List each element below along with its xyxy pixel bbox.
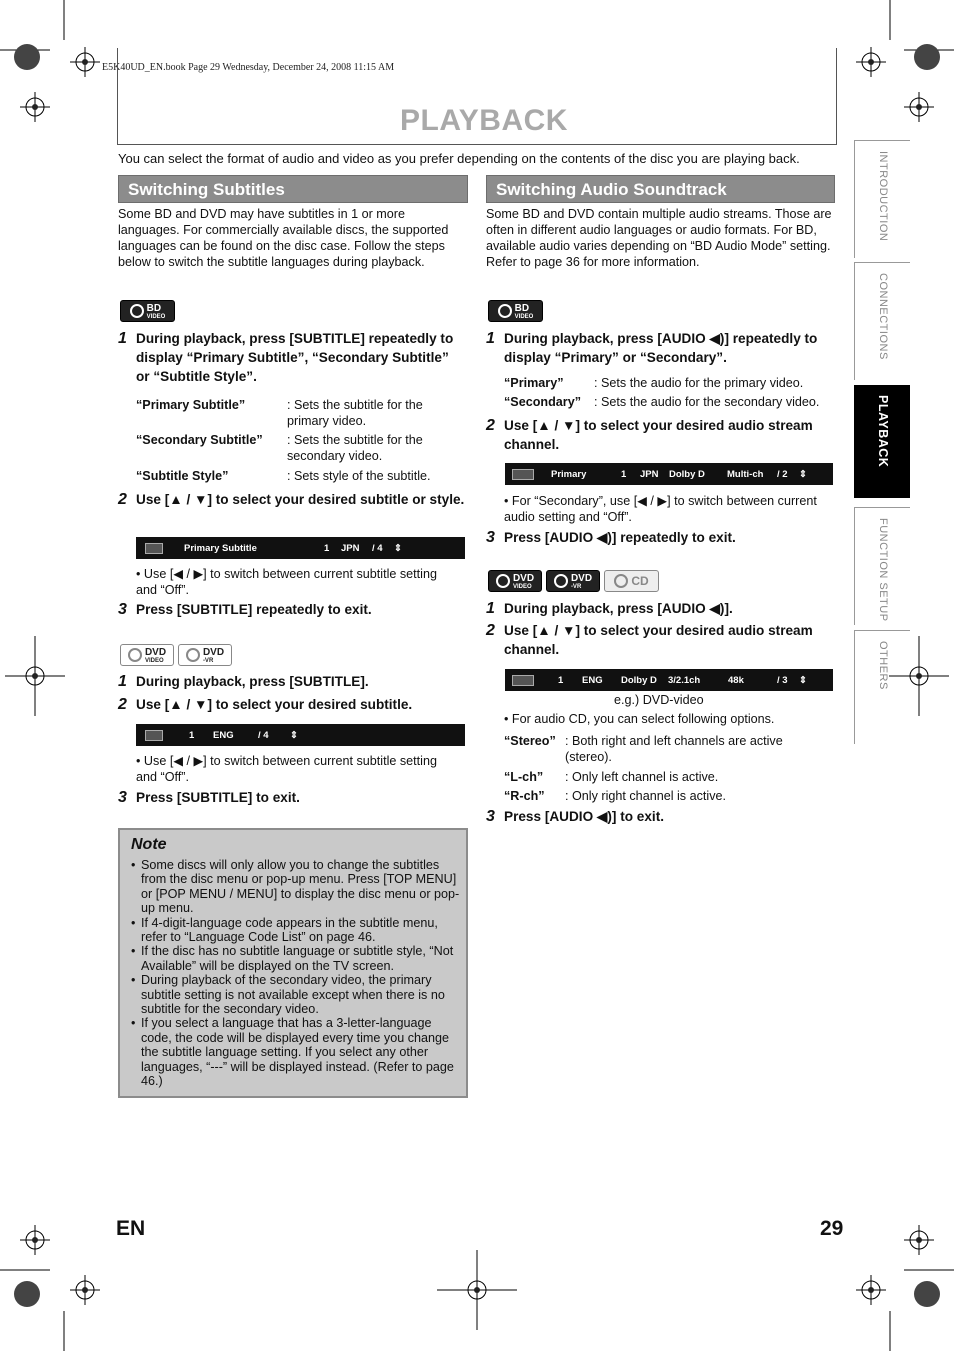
up-down-arrows-icon: ⇕ — [799, 674, 807, 686]
step-text: Press [SUBTITLE] to exit. — [136, 790, 300, 805]
tab-function-setup[interactable] — [854, 507, 910, 625]
bullet-dot: • — [504, 712, 512, 726]
disc-label: DVD — [202, 646, 225, 658]
disc-sublabel: VIDEO — [514, 313, 534, 320]
subtitle-icon — [145, 543, 163, 554]
osd-number: 1 — [621, 468, 627, 480]
note-list — [131, 858, 461, 1089]
step-2 — [118, 695, 466, 714]
def-desc: : Sets style of the subtitle. — [287, 469, 431, 483]
tab-label: INTRODUCTION — [877, 151, 889, 242]
subtitle-icon — [145, 730, 163, 741]
intro-text: You can select the format of audio and video as you prefer depending on the contents of the disc you are playing back. — [118, 151, 800, 166]
osd-format: Dolby D — [621, 674, 657, 686]
bd-video-icon — [488, 300, 543, 322]
tab-label: PLAYBACK — [876, 395, 890, 468]
osd-number: 1 — [189, 729, 195, 741]
bullet-item — [136, 753, 456, 785]
osd-label: Primary — [551, 468, 587, 480]
step-1 — [118, 329, 466, 386]
osd-total: / 4 — [372, 542, 383, 554]
step-number: 3 — [118, 601, 127, 618]
step-2 — [486, 416, 836, 454]
step-text: Use [▲ / ▼] to select your desired subtitle. — [136, 697, 413, 712]
up-down-arrows-icon: ⇕ — [290, 729, 298, 741]
step-number: 3 — [118, 789, 127, 806]
osd-number: 1 — [324, 542, 330, 554]
osd-rate: 48k — [728, 674, 744, 686]
osd-channels: 3/2.1ch — [668, 674, 701, 686]
page-title: PLAYBACK — [400, 104, 568, 137]
disc-icon — [496, 574, 510, 588]
bullet-item — [136, 566, 456, 598]
step-number: 2 — [486, 622, 495, 639]
tab-label: FUNCTION SETUP — [877, 518, 889, 622]
disc-icon — [186, 648, 200, 662]
osd-language: ENG — [213, 729, 234, 741]
note-item: • During playback of the secondary video, the primary subtitle setting is not available except when there is no subtitle for the secondary video. — [131, 973, 461, 1016]
def-desc: : Sets the audio for the secondary video. — [594, 395, 820, 409]
tab-others[interactable] — [854, 630, 910, 744]
step-number: 3 — [486, 529, 495, 546]
def-desc: : Sets the subtitle for the primary video. — [287, 398, 423, 428]
osd-language: JPN — [341, 542, 360, 554]
def-desc: : Only right channel is active. — [565, 789, 726, 803]
disc-icon — [554, 574, 568, 588]
page-number: 29 — [820, 1217, 844, 1240]
note-item: • If 4-digit-language code appears in the subtitle menu, refer to “Language Code List” on page 46. — [131, 916, 461, 945]
cd-icon — [604, 570, 659, 592]
tab-connections[interactable] — [854, 262, 910, 380]
disc-sublabel: VIDEO — [512, 583, 532, 590]
disc-label: BD — [514, 302, 530, 314]
disc-sublabel: VIDEO — [144, 657, 164, 664]
subtitle-osd-bar — [136, 724, 465, 746]
dvd-vr-icon — [546, 570, 600, 592]
step-number: 2 — [118, 696, 127, 713]
step-2 — [118, 490, 466, 509]
bullet-item — [504, 493, 824, 525]
audio-intro: Some BD and DVD contain multiple audio streams. Those are often in different audio languages or audio formats. For BD, available audio varies depending on “BD Audio Mode” setting. Refer to page 36 for more information. — [486, 207, 832, 269]
def-term: “Secondary” — [504, 395, 581, 409]
audio-osd-bar — [505, 669, 833, 691]
def-term: “Subtitle Style” — [136, 469, 229, 483]
step-2 — [486, 621, 836, 659]
step-3 — [118, 788, 466, 807]
step-1 — [118, 672, 466, 691]
def-desc: : Only left channel is active. — [565, 770, 719, 784]
subtitles-intro: Some BD and DVD may have subtitles in 1 or more languages. For commercially available discs, the supported languages can be found on the disc case. Follow the steps below to switch the subtitle languages during playback. — [118, 207, 449, 269]
step-3 — [486, 807, 836, 826]
step-text: Use [▲ / ▼] to select your desired audio stream channel. — [504, 623, 813, 657]
bullet-text: Use [◀ / ▶] to switch between current subtitle setting and “Off”. — [136, 754, 437, 784]
dvd-video-icon — [488, 570, 542, 592]
disc-icon — [128, 648, 142, 662]
def-term: “Secondary Subtitle” — [136, 433, 263, 447]
step-number: 1 — [118, 330, 127, 347]
up-down-arrows-icon: ⇕ — [799, 468, 807, 480]
osd-label: Primary Subtitle — [184, 542, 257, 554]
bullet-dot: • — [136, 567, 144, 581]
step-text: Press [AUDIO ◀)] repeatedly to exit. — [504, 530, 736, 545]
audio-osd-bar — [505, 463, 833, 485]
def-term: “Primary” — [504, 376, 564, 390]
up-down-arrows-icon: ⇕ — [394, 542, 402, 554]
subtitle-osd-bar — [136, 537, 465, 559]
note-item: • Some discs will only allow you to change the subtitles from the disc menu or pop-up menu. Press [TOP MENU] or [POP MENU / MENU] to display the disc menu or pop-up menu. — [131, 858, 461, 916]
disc-label: CD — [631, 574, 649, 588]
def-desc: : Both right and left channels are active (stereo). — [565, 734, 783, 764]
section-heading-subtitles: Switching Subtitles — [118, 175, 468, 203]
audio-icon — [512, 469, 534, 480]
step-text: During playback, press [SUBTITLE] repeatedly to display “Primary Subtitle”, “Secondary Subtitle” or “Subtitle Style”. — [136, 331, 454, 384]
dvd-video-icon — [120, 644, 174, 666]
osd-number: 1 — [558, 674, 564, 686]
tab-label: CONNECTIONS — [877, 273, 889, 360]
language-marker: EN — [116, 1217, 146, 1240]
note-heading: Note — [131, 836, 167, 853]
step-number: 2 — [118, 491, 127, 508]
def-term: “R-ch” — [504, 789, 545, 803]
bd-video-icon — [120, 300, 175, 322]
osd-language: ENG — [582, 674, 603, 686]
bullet-dot: • — [136, 754, 144, 768]
def-term: “L-ch” — [504, 770, 544, 784]
disc-label: DVD — [570, 572, 593, 584]
step-text: During playback, press [AUDIO ◀)] repeatedly to display “Primary” or “Secondary”. — [504, 331, 818, 365]
osd-channels: Multi-ch — [727, 468, 764, 480]
def-term: “Stereo” — [504, 734, 556, 748]
disc-sublabel: -VR — [202, 657, 214, 664]
step-text: During playback, press [SUBTITLE]. — [136, 674, 369, 689]
step-number: 3 — [486, 808, 495, 825]
file-info-line: E5K40UD_EN.book Page 29 Wednesday, December 24, 2008 11:15 AM — [102, 62, 395, 73]
tab-introduction[interactable] — [854, 140, 910, 258]
step-3 — [118, 600, 466, 619]
section-heading-audio: Switching Audio Soundtrack — [486, 175, 835, 203]
step-text: Press [SUBTITLE] repeatedly to exit. — [136, 602, 372, 617]
osd-format: Dolby D — [669, 468, 705, 480]
tab-label: OTHERS — [877, 641, 889, 690]
disc-icon — [498, 304, 512, 318]
bullet-text: Use [◀ / ▶] to switch between current subtitle setting and “Off”. — [136, 567, 437, 597]
step-text: During playback, press [AUDIO ◀)]. — [504, 601, 733, 616]
bullet-item — [504, 711, 824, 727]
disc-icon — [614, 574, 628, 588]
osd-language: JPN — [640, 468, 659, 480]
osd-total: / 3 — [777, 674, 788, 686]
bullet-dot: • — [504, 494, 512, 508]
step-text: Press [AUDIO ◀)] to exit. — [504, 809, 665, 824]
step-1 — [486, 599, 836, 618]
osd-total: / 4 — [258, 729, 269, 741]
disc-sublabel: VIDEO — [146, 313, 166, 320]
note-item: • If you select a language that has a 3-letter-language code, the code will be displayed every time you change the subtitle language setting. If you select any other languages, “---” will be displayed instead. (Refer to page 46.) — [131, 1016, 461, 1088]
example-caption: e.g.) DVD-video — [614, 693, 704, 707]
def-desc: : Sets the subtitle for the secondary video. — [287, 433, 423, 463]
step-number: 1 — [486, 600, 495, 617]
disc-sublabel: -VR — [570, 583, 582, 590]
step-1 — [486, 329, 836, 367]
bullet-text: For “Secondary”, use [◀ / ▶] to switch between current audio setting and “Off”. — [504, 494, 817, 524]
note-box — [118, 828, 468, 1098]
dvd-vr-icon — [178, 644, 232, 666]
note-item: • If the disc has no subtitle language or subtitle style, “Not Available” will be displayed on the TV screen. — [131, 944, 461, 973]
disc-label: DVD — [144, 646, 167, 658]
audio-icon — [512, 675, 534, 686]
bullet-text: For audio CD, you can select following options. — [511, 712, 775, 726]
step-text: Use [▲ / ▼] to select your desired audio stream channel. — [504, 418, 813, 452]
disc-icon — [130, 304, 144, 318]
step-3 — [486, 528, 836, 547]
disc-label: DVD — [512, 572, 535, 584]
def-desc: : Sets the audio for the primary video. — [594, 376, 804, 390]
step-number: 1 — [486, 330, 495, 347]
step-number: 1 — [118, 673, 127, 690]
tab-playback[interactable] — [854, 385, 910, 498]
def-term: “Primary Subtitle” — [136, 398, 246, 412]
osd-total: / 2 — [777, 468, 788, 480]
step-text: Use [▲ / ▼] to select your desired subtitle or style. — [136, 492, 465, 507]
step-number: 2 — [486, 417, 495, 434]
disc-label: BD — [146, 302, 162, 314]
